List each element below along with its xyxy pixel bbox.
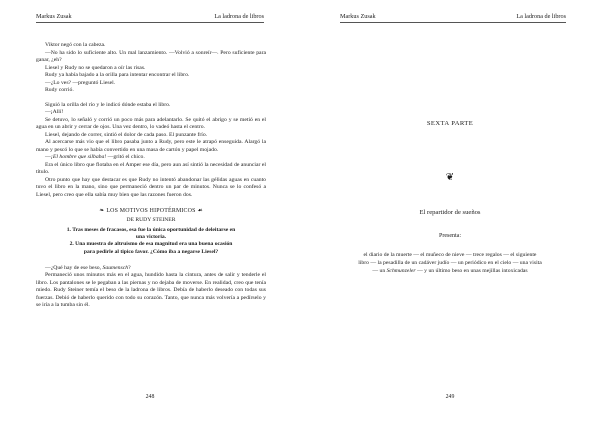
fleuron-right-icon: ☙: [197, 208, 203, 214]
quote-italic: ¡El hombre que silbaba!: [50, 154, 107, 160]
contents-line: libro — la pesadilla de un cadáver judío — un periódico en el cielo — una visita: [358, 260, 542, 266]
paragraph: Se detuvo, lo señaló y corrió un poco más para adelantarlo. Se quitó el abrigo y se metió en el agua en un abrir y cerrar de ojos. Una vez dentro, lo vadeó hasta el centro.: [36, 116, 266, 130]
paragraph: —No ha sido lo suficiente alto. Un mal lanzamiento. —Volvió a sonreír—. Pero suficiente para ganar, ¿eh?: [36, 49, 266, 63]
list-item: 1. Tras meses de fracasos, esa fue la única oportunidad de deleitarse en una victoria.: [66, 227, 236, 241]
right-page-number: 249: [445, 394, 455, 400]
contents-line: el diario de la muerte — el muñeco de nieve — trece regalos — el siguiente: [363, 252, 537, 258]
right-header-title: La ladrona de libros: [516, 13, 566, 20]
paragraph: Rudy corrió.: [45, 87, 74, 93]
paragraph: Al acercarse más vio que el libro pasaba junto a Rudy, pero este le atrapó enseguida. Alargó la mano y pescó lo que se había convertido en una masa de cartón y papel mojado.: [36, 139, 266, 153]
boxed-subtitle: DE RUDY STEINER: [126, 216, 176, 223]
part-title: SEXTA PARTE: [426, 120, 474, 127]
contents-line: — un Schmunzeler — y un último beso en unas mejillas intoxicadas: [372, 268, 528, 274]
fleuron-left-icon: ❧: [99, 208, 105, 214]
paragraph: Liesel, dejando de correr, sintió el dolor de cada paso. El punzante frío.: [45, 131, 208, 138]
boxed-title: LOS MOTIVOS HIPOTÉRMICOS: [106, 208, 196, 214]
left-header-rule: [36, 22, 264, 23]
boxed-list: [36, 227, 266, 256]
paragraph: Viktor negó con la cabeza.: [45, 42, 106, 48]
boxed-note: [36, 208, 266, 256]
paragraph: —¿Qué hay de ese beso, Saumensch?: [45, 264, 131, 271]
right-header-rule: [340, 22, 566, 23]
paragraph: Permaneció unos minutos más en el agua, hundido hasta la cintura, antes de salir y tenderle el libro. Los pantalones se le pegaban a las piernas y no dejaba de moverse. En realidad, creo que tenía miedo. Rudy Steiner temía el beso de la ladrona de libros. Debía de haberlo deseado con todas sus fuerzas. Debió de haberlo querido con todo su corazón. Tanto, que nunca más volvería a pedírselo y se iría a la tumba sin él.: [36, 272, 266, 309]
left-header-title: La ladrona de libros: [214, 13, 264, 20]
right-header-author: Markus Zusak: [340, 13, 376, 20]
presenta-label: Presenta:: [439, 233, 461, 239]
quote-paragraph: [36, 154, 266, 162]
paragraph: Era el único libro que flotaba en el Amper ese día, pero aun así sintió la necesidad de anunciar el título.: [36, 161, 266, 175]
paragraph: —¡Allí!: [45, 109, 64, 115]
part-subtitle: El repartidor de sueños: [419, 209, 481, 216]
fleuron-icon: ❦: [445, 172, 455, 183]
paragraph: Siguió la orilla del río y le indicó dónde estaba el libro.: [45, 101, 171, 108]
paragraph: Liesel y Rudy no se quedaron a oír las risas.: [45, 64, 146, 71]
left-body-text: [36, 42, 266, 310]
list-item: 2. Una muestra de altruismo de esa magnitud era una buena ocasión para pedirle al tipico favor. ¿Cómo iba a negarse Liesel?: [69, 241, 233, 255]
left-header-author: Markus Zusak: [36, 13, 72, 20]
paragraph: Otro punto que hay que destacar es que Rudy no intentó abandonar las gélidas aguas en cuanto tuvo el libro en la mano, sino que permaneció dentro un par de minutos. Nunca se lo confesó a Liesel, pero creo que ella sabía muy bien que las razones fueron dos.: [36, 176, 266, 198]
quote-suffix: —gritó el chico.: [106, 154, 145, 160]
contents-list: [330, 251, 570, 275]
quote-prefix: —: [45, 154, 51, 160]
left-page-number: 248: [145, 394, 155, 400]
paragraph: —¿Lo ves? —preguntó Liesel.: [45, 79, 116, 86]
paragraph: Rudy ya había bajado a la orilla para intentar encontrar el libro.: [45, 72, 190, 78]
